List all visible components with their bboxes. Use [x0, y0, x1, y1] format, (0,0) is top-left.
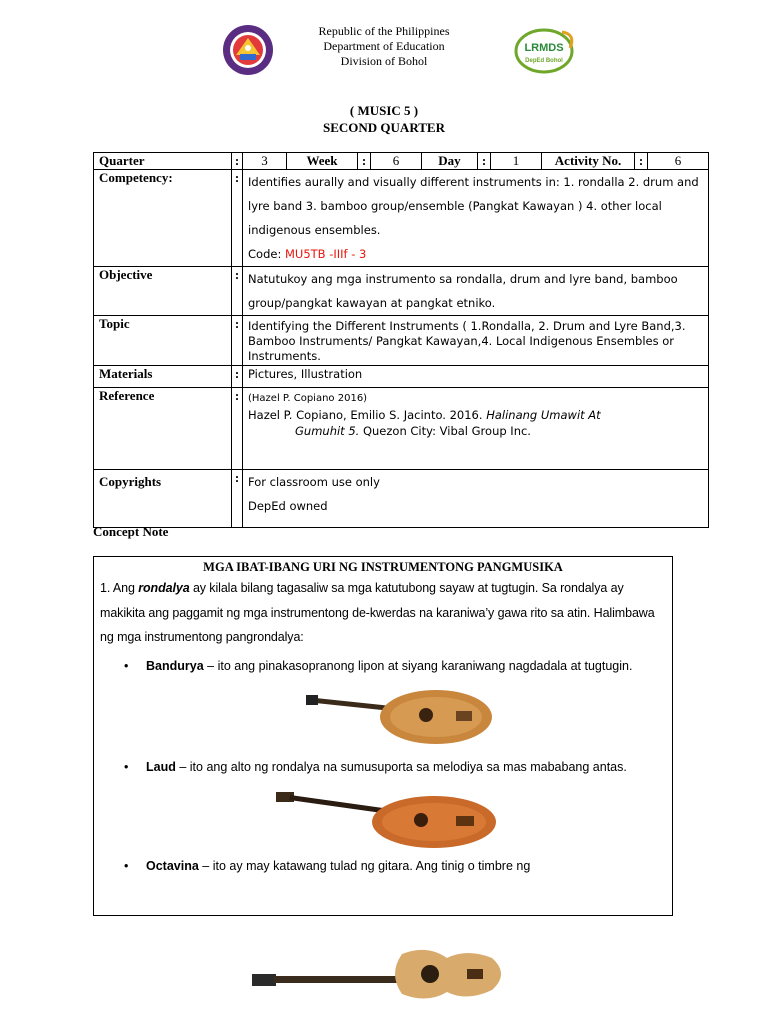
row-copyrights: [94, 470, 709, 528]
topic-text: Identifying the Different Instruments ( 1.Rondalla, 2. Drum and Lyre Band,3. Bamboo Instruments/ Pangkat Kawayan,4. Local Indigenous Ensembles or Instruments.: [243, 316, 709, 366]
colon: :: [232, 170, 243, 267]
bullet-dot: •: [124, 658, 129, 673]
intro-term: rondalya: [138, 581, 190, 595]
intro-pre: Ang: [112, 581, 135, 595]
competency-label: Competency:: [94, 170, 232, 267]
colon: :: [232, 267, 243, 316]
meta-row: [243, 153, 708, 169]
item-name: Octavina: [146, 858, 199, 873]
item-desc: – ito ang alto ng rondalya na sumusuporta sa melodiya sa mas mababang antas.: [179, 759, 627, 774]
concept-box-title: MGA IBAT-IBANG URI NG INSTRUMENTONG PANGMUSIKA: [203, 560, 563, 574]
bullet-dot: •: [124, 759, 129, 774]
objective-label: Objective: [94, 267, 232, 316]
colon: :: [232, 366, 243, 388]
activity-value: 6: [674, 153, 682, 168]
octavina-picture: [252, 944, 508, 1004]
copyrights-line2: DepEd owned: [248, 499, 328, 513]
copyrights-line1: For classroom use only: [248, 475, 380, 489]
code-label: Code:: [248, 247, 282, 261]
lrmds-logo-text: LRMDS: [524, 42, 564, 54]
concept-note-heading: Concept Note: [93, 524, 169, 539]
quarter-label: Quarter: [94, 153, 232, 170]
objective-text: Natutukoy ang mga instrumento sa rondalla, drum and lyre band, bamboo group/pangkat kawayan at pangkat etniko.: [243, 267, 709, 316]
competency-code: MU5TB -IIIf - 3: [284, 247, 367, 261]
bullet-dot: •: [124, 858, 129, 873]
lesson-info-table: [93, 152, 709, 528]
row-quarter: [94, 153, 709, 170]
reference-label: Reference: [94, 388, 232, 470]
reference-publisher: Quezon City: Vibal Group Inc.: [362, 424, 531, 438]
title-quarter: SECOND QUARTER: [323, 120, 445, 135]
row-objective: [94, 267, 709, 316]
item-desc: – ito ang pinakasopranong lipon at siyang karaniwang nagdadala at tugtugin.: [207, 658, 633, 673]
header-line-republic: Republic of the Philippines: [318, 24, 450, 38]
lrmds-logo-subtext: DepEd Bohol: [525, 58, 563, 64]
colon: :: [232, 153, 243, 170]
colon: :: [232, 470, 243, 528]
activity-label: Activity No.: [542, 153, 635, 169]
week-value: 6: [371, 153, 422, 169]
row-competency: [94, 170, 709, 267]
concept-box: [93, 556, 673, 916]
day-value: 1: [491, 153, 542, 169]
colon: :: [232, 388, 243, 470]
document-header: [0, 24, 768, 69]
colon: :: [635, 153, 648, 169]
quarter-value: 3: [243, 153, 287, 169]
item-name: Bandurya: [146, 658, 204, 673]
list-item: [100, 654, 666, 679]
title-subject: ( MUSIC 5 ): [349, 103, 419, 118]
colon: :: [478, 153, 491, 169]
reference-authors: Hazel P. Copiano, Emilio S. Jacinto. 2016.: [248, 408, 483, 422]
colon: :: [358, 153, 371, 169]
rondalya-intro: [100, 576, 666, 650]
competency-text: Identifies aurally and visually different instruments in: 1. rondalla 2. drum and lyre band 3. bamboo group/ensemble (Pangkat Kawayan ) 4. other local indigenous ensembles.: [248, 175, 699, 237]
header-line-division: Division of Bohol: [340, 54, 428, 68]
intro-number: 1.: [100, 581, 111, 595]
materials-label: Materials: [94, 366, 232, 388]
intro-post: ay kilala bilang tagasaliw sa mga katutubong sayaw at tugtugin. Sa rondalya ay makikita ang paggamit ng mga instrumentong de-kwerdas na karaniwa’y gawa rito sa atin. Halimbawa ng mga instrumentong pangrondalya:: [100, 581, 655, 644]
row-materials: [94, 366, 709, 388]
reference-title-a: Halinang Umawit At: [486, 408, 601, 422]
header-line-department: Department of Education: [323, 39, 445, 53]
bandurya-picture: [306, 683, 496, 749]
item-desc: – ito ay may katawang tulad ng gitara. Ang tinig o timbre ng: [202, 858, 531, 873]
week-label: Week: [287, 153, 358, 169]
copyrights-label: Copyrights: [94, 470, 232, 528]
day-label: Day: [422, 153, 478, 169]
reference-title-b: Gumuhit 5.: [295, 424, 360, 438]
topic-label: Topic: [94, 316, 232, 366]
colon: :: [232, 316, 243, 366]
row-reference: [94, 388, 709, 470]
document-title: [0, 102, 768, 136]
list-item: [100, 755, 666, 780]
row-topic: [94, 316, 709, 366]
list-item: [100, 854, 666, 879]
item-name: Laud: [146, 759, 176, 774]
materials-text: Pictures, Illustration: [243, 366, 709, 388]
reference-short: (Hazel P. Copiano 2016): [248, 393, 368, 404]
laud-picture: [276, 786, 498, 850]
